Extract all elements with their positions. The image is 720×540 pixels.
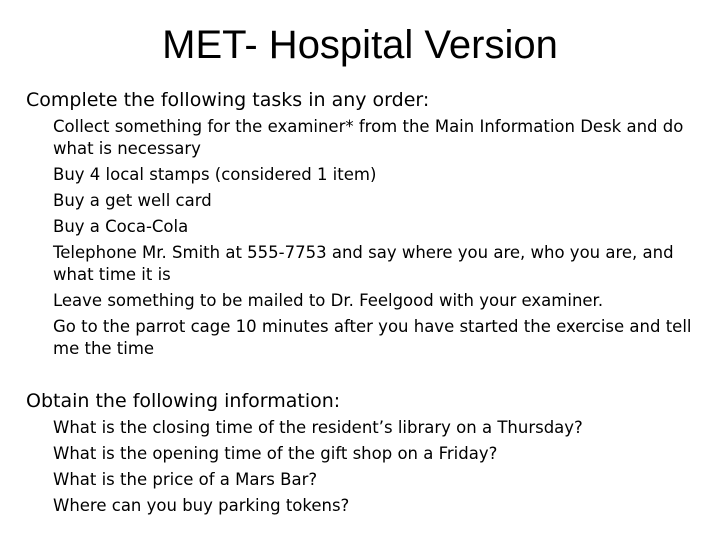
task-item: Buy a get well card — [53, 191, 212, 210]
information-heading: Obtain the following information: — [26, 390, 341, 412]
information-list — [26, 417, 706, 517]
page-title: MET- Hospital Version — [162, 23, 558, 67]
information-item: What is the price of a Mars Bar? — [53, 470, 318, 489]
information-item: Where can you buy parking tokens? — [53, 496, 350, 515]
tasks-section — [26, 87, 706, 364]
task-item: Collect something for the examiner* from the Main Information Desk and do what is necessary — [53, 117, 684, 158]
task-item: Telephone Mr. Smith at 555-7753 and say where you are, who you are, and what time it is — [53, 243, 674, 284]
tasks-heading: Complete the following tasks in any order: — [26, 89, 430, 111]
task-item: Go to the parrot cage 10 minutes after you have started the exercise and tell me the time — [53, 317, 692, 358]
tasks-list — [26, 116, 706, 360]
task-item: Leave something to be mailed to Dr. Feelgood with your examiner. — [53, 291, 604, 310]
task-item: Buy a Coca-Cola — [53, 217, 189, 236]
information-item: What is the closing time of the resident’s library on a Thursday? — [53, 418, 583, 437]
information-item: What is the opening time of the gift shop on a Friday? — [53, 444, 498, 463]
task-item: Buy 4 local stamps (considered 1 item) — [53, 165, 377, 184]
information-section — [26, 388, 706, 521]
